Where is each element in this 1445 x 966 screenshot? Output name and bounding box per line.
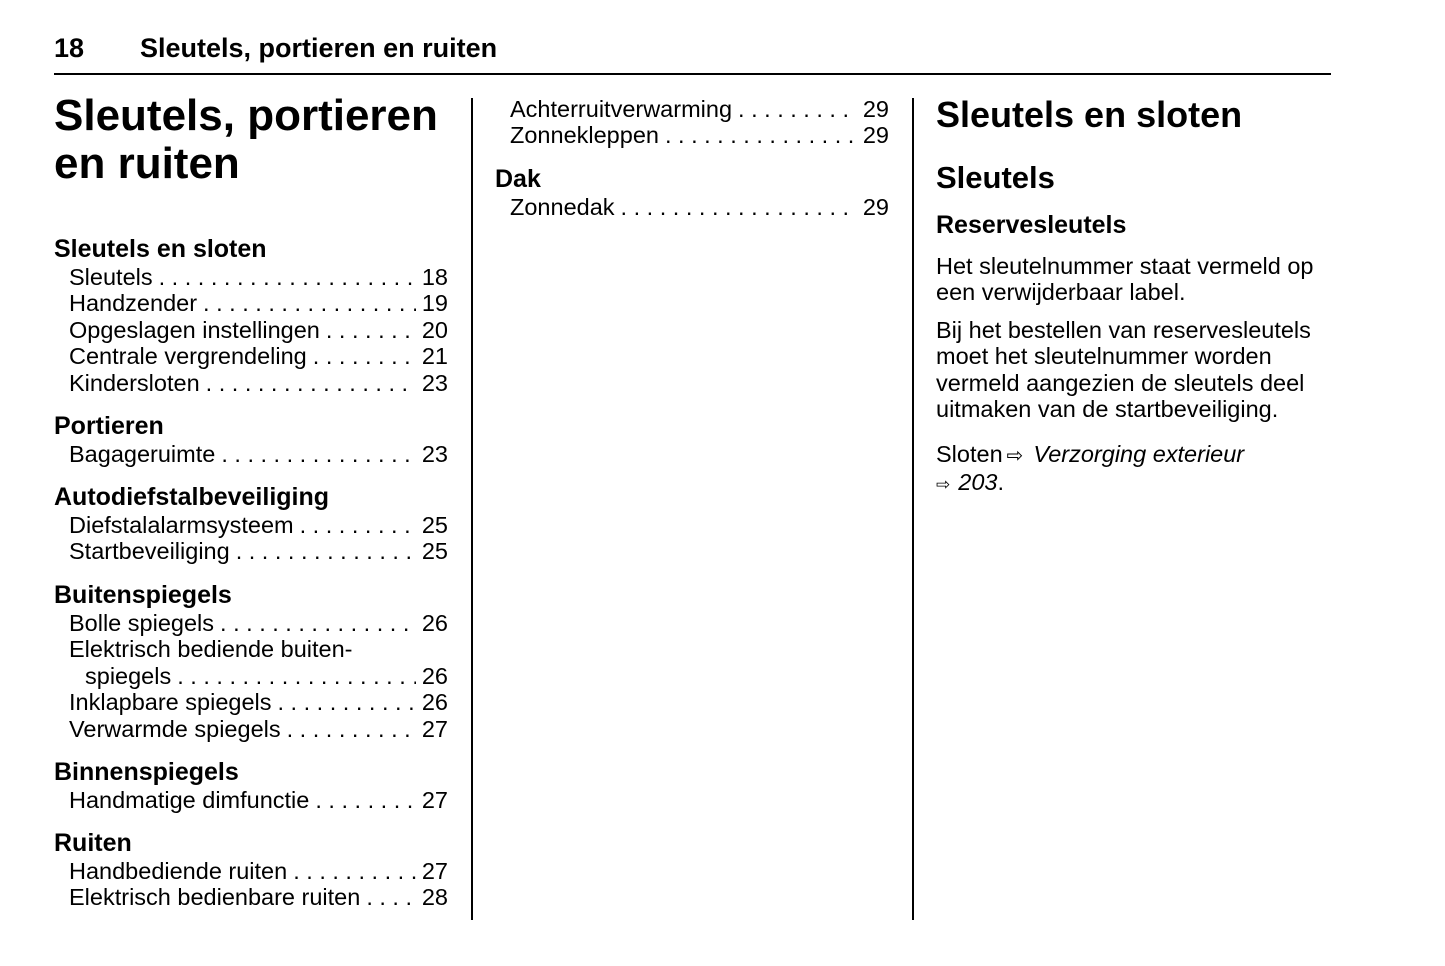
paragraph-line: een verwijderbaar label. — [936, 279, 1186, 306]
toc-entry-page: 26 — [421, 662, 448, 689]
toc-leader — [665, 122, 857, 148]
toc-entry-label: Elektrisch bedienbare ruiten — [69, 884, 361, 911]
toc-entry-label: Zonnedak — [510, 194, 615, 220]
toc-entry-wrapped-start[interactable] — [54, 636, 448, 662]
running-header — [54, 30, 1331, 66]
toc-section-ruiten-continued — [495, 96, 889, 149]
toc-entry-label: spiegels — [85, 662, 172, 689]
toc-heading: Dak — [495, 165, 541, 193]
toc-entry-label: Bagageruimte — [69, 441, 216, 467]
toc-entry-label: Sleutels — [69, 264, 153, 290]
paragraph-ordering-info — [936, 317, 1336, 423]
toc-entry-label: Achterruitverwarming — [510, 96, 733, 122]
toc-entry-label: Handbediende ruiten — [69, 858, 288, 884]
toc-section-binnenspiegels — [54, 757, 448, 813]
toc-entry[interactable] — [54, 538, 448, 564]
paragraph-line: Het sleutelnummer staat vermeld op — [936, 253, 1314, 279]
subsection-title: Sleutels — [936, 160, 1055, 195]
ref-suffix: . — [997, 469, 1004, 496]
toc-entry-page: 29 — [862, 194, 889, 220]
toc-entry-page: 20 — [421, 316, 448, 343]
toc-entry[interactable] — [495, 96, 889, 122]
toc-entry[interactable] — [54, 610, 448, 636]
toc-entry-page: 23 — [421, 441, 448, 467]
toc-entry-label: Zonnekleppen — [510, 122, 659, 149]
toc-heading: Autodiefstalbeveiliging — [54, 483, 330, 511]
toc-section-portieren — [54, 411, 448, 467]
toc-entry-page: 28 — [421, 884, 448, 911]
toc-leader — [326, 317, 416, 343]
toc-heading: Portieren — [54, 412, 164, 440]
toc-leader — [287, 716, 416, 742]
toc-entry[interactable] — [54, 884, 448, 910]
toc-entry-label: Centrale vergrendeling — [69, 343, 307, 370]
paragraph-line: vermeld aangezien de sleutels deel — [936, 369, 1305, 396]
paragraph-label-info — [936, 253, 1336, 306]
toc-leader — [738, 96, 857, 122]
toc-heading: Ruiten — [54, 829, 132, 857]
toc-entry-wrapped-end[interactable] — [54, 663, 448, 689]
toc-heading: Binnenspiegels — [54, 758, 239, 786]
toc-leader — [159, 264, 416, 290]
toc-entry-label: Bolle spiegels — [69, 610, 215, 636]
toc-section-buitenspiegels — [54, 580, 448, 742]
toc-entry[interactable] — [495, 122, 889, 148]
toc-entry-label: Elektrisch bediende buiten- — [69, 636, 353, 663]
section-title: Sleutels en sloten — [936, 94, 1243, 135]
toc-entry-page: 21 — [421, 343, 448, 370]
toc-leader — [177, 663, 416, 689]
toc-entry-page: 27 — [421, 787, 448, 813]
toc-entry-label: Handzender — [69, 290, 198, 317]
running-title: Sleutels, portieren en ruiten — [140, 33, 498, 63]
toc-leader — [278, 689, 416, 715]
ref-prefix: Sloten — [936, 441, 1003, 467]
chapter-title-line-2: en ruiten — [54, 139, 240, 188]
toc-entry-page: 25 — [421, 538, 448, 565]
toc-entry-page: 27 — [421, 715, 448, 742]
toc-entry[interactable] — [54, 858, 448, 884]
toc-entry-label: Startbeveiliging — [69, 538, 230, 565]
toc-entry-page: 29 — [862, 96, 889, 122]
header-rule — [54, 73, 1331, 75]
toc-entry-page: 18 — [421, 264, 448, 290]
ref-target-link[interactable]: Verzorging exterieur — [1033, 441, 1245, 467]
toc-entry[interactable] — [54, 441, 448, 467]
toc-leader — [313, 343, 416, 369]
toc-section-sleutels-en-sloten — [54, 234, 448, 396]
toc-entry-page: 25 — [421, 512, 448, 538]
chapter-title — [54, 92, 454, 188]
toc-entry[interactable] — [54, 290, 448, 316]
toc-entry[interactable] — [495, 194, 889, 220]
cross-reference — [936, 441, 1336, 499]
toc-entry-label: Opgeslagen instellingen — [69, 316, 320, 343]
toc-entry-label: Kindersloten — [69, 369, 200, 396]
toc-leader — [206, 370, 416, 396]
toc-section-dak — [495, 164, 889, 220]
toc-entry-label: Verwarmde spiegels — [69, 715, 281, 742]
hollow-right-arrow-icon: ⇨ — [936, 475, 951, 495]
toc-entry[interactable] — [54, 370, 448, 396]
toc-entry-page: 27 — [421, 858, 448, 884]
toc-entry[interactable] — [54, 264, 448, 290]
ref-page-link[interactable]: 203 — [958, 469, 998, 496]
toc-entry[interactable] — [54, 716, 448, 742]
toc-section-ruiten — [54, 828, 448, 911]
toc-heading: Buitenspiegels — [54, 581, 232, 609]
toc-leader — [621, 194, 857, 220]
toc-leader — [203, 290, 416, 316]
toc-section-autodiefstalbeveiliging — [54, 482, 448, 565]
toc-entry-page: 26 — [421, 610, 448, 636]
toc-entry-label: Diefstalalarmsysteem — [69, 512, 294, 538]
toc-entry[interactable] — [54, 787, 448, 813]
toc-entry[interactable] — [54, 512, 448, 538]
column-separator-2 — [912, 98, 914, 920]
toc-leader — [293, 858, 416, 884]
toc-leader — [366, 884, 416, 910]
toc-leader — [221, 441, 416, 467]
paragraph-line: Bij het bestellen van reservesleutels — [936, 317, 1311, 343]
hollow-right-arrow-icon: ⇨ — [1006, 445, 1024, 467]
toc-leader — [315, 787, 416, 813]
toc-entry-page: 19 — [421, 290, 448, 317]
toc-leader — [300, 512, 416, 538]
column-separator-1 — [471, 98, 473, 920]
toc-entry-label: Handmatige dimfunctie — [69, 787, 310, 813]
paragraph-line: moet het sleutelnummer worden — [936, 343, 1272, 370]
subsubsection-title: Reservesleutels — [936, 211, 1127, 239]
toc-leader — [236, 538, 416, 564]
page-number: 18 — [54, 33, 85, 63]
toc-entry-page: 29 — [862, 122, 889, 149]
toc-entry-label: Inklapbare spiegels — [69, 689, 272, 716]
toc-leader — [220, 610, 416, 636]
toc-entry[interactable] — [54, 317, 448, 343]
toc-entry-page: 26 — [421, 689, 448, 716]
toc-heading: Sleutels en sloten — [54, 235, 267, 263]
toc-entry[interactable] — [54, 689, 448, 715]
toc-entry-page: 23 — [421, 369, 448, 396]
paragraph-line: uitmaken van de startbeveiliging. — [936, 396, 1279, 423]
toc-entry[interactable] — [54, 343, 448, 369]
chapter-title-line-1: Sleutels, portieren — [54, 91, 438, 140]
